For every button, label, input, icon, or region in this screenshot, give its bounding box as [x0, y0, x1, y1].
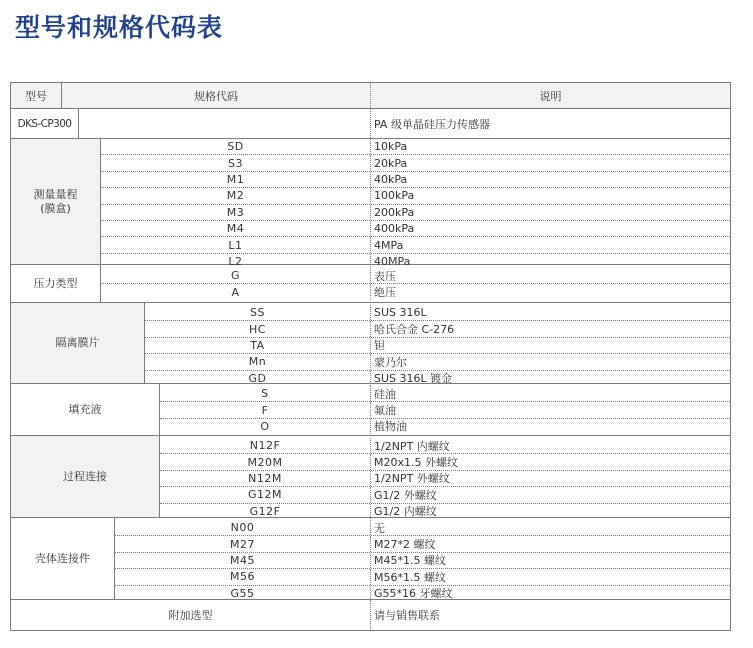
spec-desc: M20x1.5 外螺纹 [370, 454, 730, 469]
spec-row [101, 221, 730, 237]
spec-code: GD [248, 371, 267, 385]
spec-desc: 200kPa [370, 205, 730, 220]
spec-desc: G55*16 牙螺纹 [370, 586, 730, 601]
spec-row [145, 305, 730, 321]
spec-code: F [261, 403, 269, 417]
spec-desc: SUS 316L 镀金 [370, 371, 730, 386]
group-label-pressure: 压力类型 [11, 265, 101, 302]
model-row [11, 109, 730, 139]
spec-row [115, 586, 730, 601]
spec-code: M2 [226, 189, 245, 203]
spec-desc: 400kPa [370, 221, 730, 236]
spec-desc: 氟油 [370, 402, 730, 417]
spec-code: HC [249, 322, 266, 336]
spec-desc: G1/2 内螺纹 [370, 504, 730, 519]
spec-row [115, 536, 730, 552]
spec-row [145, 338, 730, 354]
spec-desc: 植物油 [370, 419, 730, 434]
spec-row [160, 487, 730, 503]
spec-row [115, 569, 730, 585]
spec-desc: 40kPa [370, 172, 730, 187]
spec-row [115, 520, 730, 536]
spec-row [115, 553, 730, 569]
spec-code: S [261, 387, 269, 401]
group-body-connection [160, 436, 730, 517]
spec-row [101, 284, 730, 299]
footer-desc: 请与销售联系 [370, 600, 730, 630]
spec-desc: 哈氏合金 C-276 [370, 321, 730, 336]
spec-row [101, 139, 730, 155]
group-range [11, 139, 730, 268]
group-label-range: 测量量程 (膜盒) [11, 139, 101, 264]
group-label-housing: 壳体连接件 [11, 518, 115, 599]
spec-row [101, 237, 730, 253]
spec-row [160, 454, 730, 470]
spec-code: G [230, 269, 241, 283]
spec-desc: 表压 [370, 268, 730, 283]
header-desc: 说明 [370, 83, 730, 108]
spec-code: N00 [230, 521, 255, 535]
spec-code: M45 [230, 553, 255, 567]
spec-desc: M27*2 螺纹 [370, 536, 730, 551]
spec-row [101, 155, 730, 171]
group-body-pressure [101, 265, 730, 302]
spec-code: L2 [228, 254, 243, 268]
spec-row [160, 402, 730, 418]
spec-row [101, 205, 730, 221]
spec-code: M4 [226, 222, 245, 236]
spec-code: G12F [249, 504, 281, 518]
spec-desc: 10kPa [370, 139, 730, 154]
spec-desc: 40MPa [370, 254, 730, 269]
spec-desc: 钽 [370, 338, 730, 353]
spec-desc: 1/2NPT 内螺纹 [370, 438, 730, 453]
spec-code: Mn [248, 355, 267, 369]
spec-code: M20M [247, 455, 283, 469]
spec-row [145, 354, 730, 370]
spec-code: M27 [230, 537, 255, 551]
spec-desc: 硅油 [370, 386, 730, 401]
spec-code: TA [250, 338, 265, 352]
spec-code: G12M [247, 488, 282, 502]
spec-code: M56 [230, 570, 255, 584]
spec-code: SS [250, 306, 265, 320]
header-type: 型号 [11, 83, 62, 108]
group-diaphragm [11, 303, 730, 384]
spec-desc: 绝压 [370, 284, 730, 299]
group-connection [11, 436, 730, 518]
spec-row [101, 188, 730, 204]
group-body-fill [160, 384, 730, 435]
page-title: 型号和规格代码表 [15, 13, 224, 42]
model-label: DKS-CP300 [11, 109, 79, 138]
spec-desc: 蒙乃尔 [370, 354, 730, 369]
spec-row [101, 172, 730, 188]
spec-code: N12M [248, 471, 282, 485]
spec-desc: 1/2NPT 外螺纹 [370, 471, 730, 486]
spec-code: A [231, 285, 240, 299]
spec-code: SD [227, 140, 244, 154]
spec-code: M3 [226, 205, 245, 219]
spec-desc: G1/2 外螺纹 [370, 487, 730, 502]
spec-row [160, 386, 730, 402]
group-label-fill: 填充液 [11, 384, 160, 435]
group-body-housing [115, 518, 730, 599]
spec-code: G55 [230, 586, 255, 600]
footer-row [11, 600, 730, 630]
spec-row [160, 504, 730, 519]
spec-code: N12F [249, 439, 281, 453]
table-header [11, 83, 730, 109]
spec-table [10, 82, 731, 631]
spec-desc: 无 [370, 520, 730, 535]
group-body-range [101, 139, 730, 268]
group-fill [11, 384, 730, 436]
spec-desc: 4MPa [370, 237, 730, 252]
spec-code: L1 [228, 238, 243, 252]
model-desc: PA 级单晶硅压力传感器 [370, 109, 730, 138]
header-code: 规格代码 [194, 89, 238, 103]
group-label-diaphragm: 隔离膜片 [11, 303, 145, 383]
spec-desc: M45*1.5 螺纹 [370, 553, 730, 568]
group-body-diaphragm [145, 303, 730, 386]
spec-desc: M56*1.5 螺纹 [370, 569, 730, 584]
group-label-connection: 过程连接 [11, 436, 160, 517]
group-pressure [11, 265, 730, 303]
spec-desc: SUS 316L [370, 305, 730, 320]
spec-code: O [260, 419, 270, 433]
spec-row [160, 438, 730, 454]
spec-row [160, 419, 730, 434]
group-housing [11, 518, 730, 600]
spec-code: S3 [228, 156, 243, 170]
spec-row [101, 268, 730, 284]
spec-row [160, 471, 730, 487]
spec-row [145, 321, 730, 337]
footer-code: 附加选型 [168, 609, 213, 622]
spec-desc: 20kPa [370, 155, 730, 170]
spec-desc: 100kPa [370, 188, 730, 203]
spec-code: M1 [226, 172, 245, 186]
